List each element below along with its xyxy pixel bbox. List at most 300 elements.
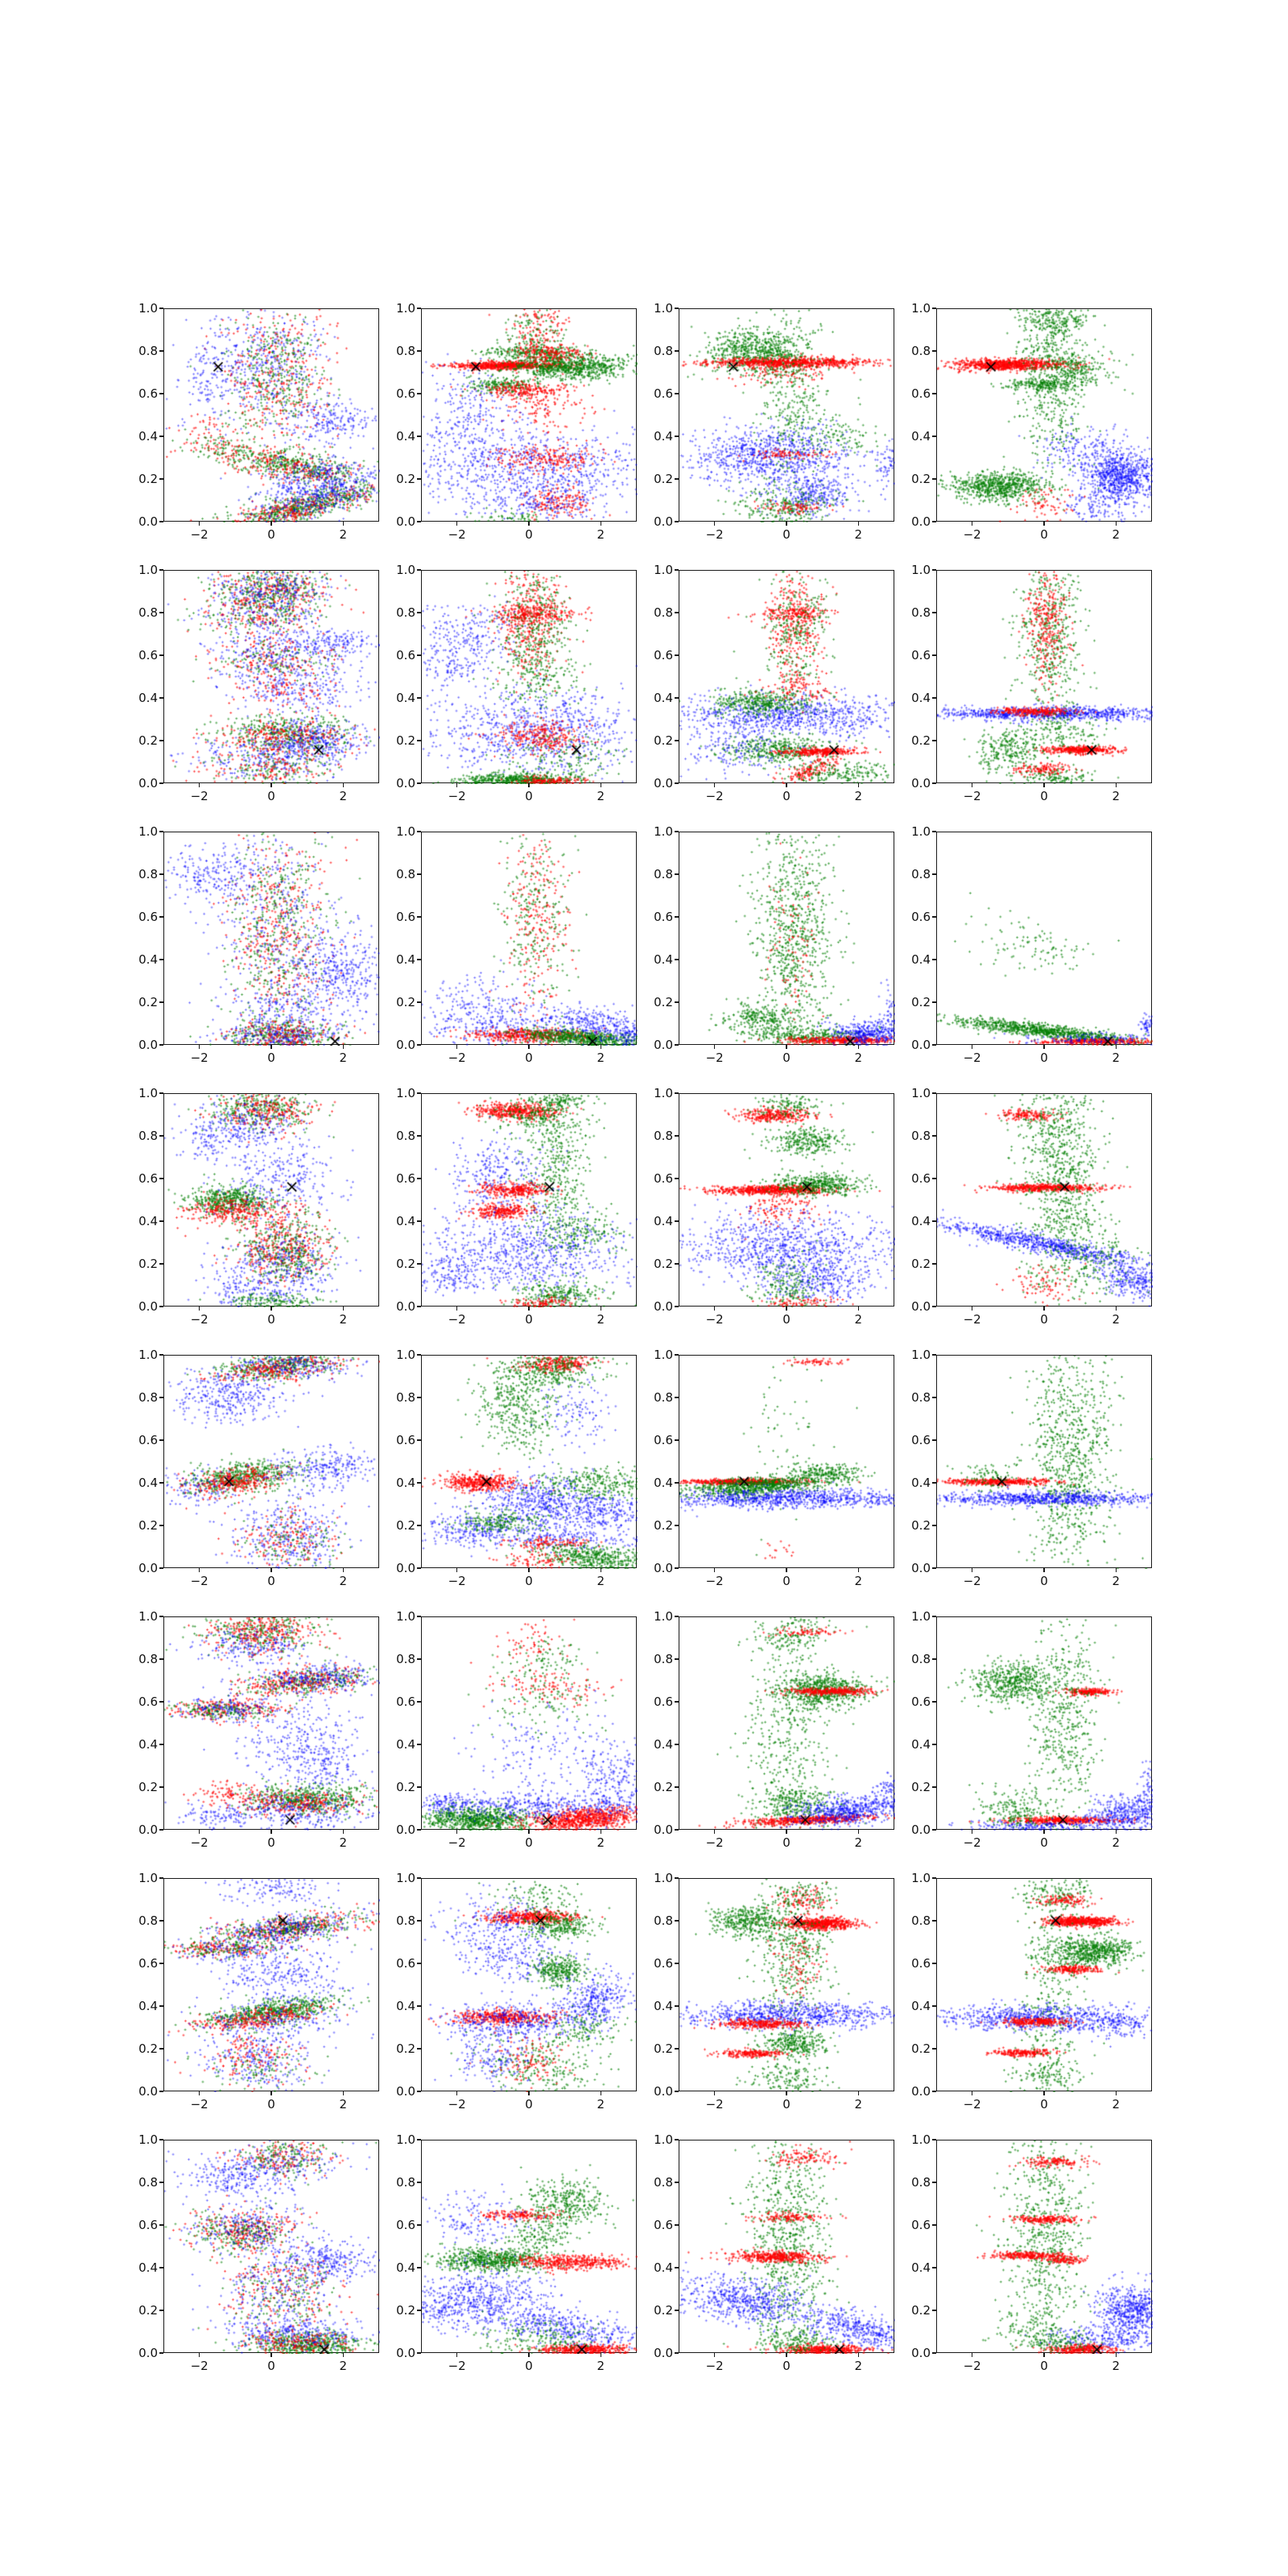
y-tick-label: 0.6	[138, 1170, 158, 1186]
x-tick-label: 0	[1040, 527, 1048, 542]
subplot-r4c2	[396, 1085, 637, 1327]
x-tick-mark	[270, 2091, 272, 2095]
x-tick-mark	[1116, 1830, 1117, 1834]
axes-frame	[163, 832, 379, 1045]
scatter-canvas	[937, 571, 1153, 784]
axes-frame	[421, 832, 637, 1045]
y-tick-mark	[159, 436, 163, 437]
y-tick-label: 0.8	[138, 1913, 158, 1928]
x-tick-mark	[1043, 1830, 1045, 1834]
x-tick-mark	[972, 1307, 973, 1311]
y-tick-label: 0.2	[396, 1779, 415, 1794]
y-tick-mark	[159, 1135, 163, 1137]
y-tick-label: 0.8	[138, 1128, 158, 1143]
y-tick-label: 0.4	[138, 1736, 158, 1752]
x-tick-label: −2	[705, 789, 724, 803]
y-tick-mark	[675, 1135, 679, 1137]
y-tick-label: 0.4	[138, 1998, 158, 2013]
y-tick-label: 0.8	[138, 1651, 158, 1666]
y-tick-mark	[159, 1701, 163, 1703]
y-tick-label: 1.0	[654, 1608, 673, 1624]
subplot-r1c4	[911, 300, 1152, 542]
y-tick-mark	[675, 1178, 679, 1179]
subplot-r5c1	[138, 1347, 379, 1588]
y-tick-mark	[932, 2091, 936, 2092]
x-tick-label: 2	[854, 1312, 863, 1327]
x-tick-label: −2	[705, 2359, 724, 2373]
y-tick-label: 0.2	[911, 1256, 931, 1271]
y-tick-mark	[417, 697, 421, 699]
x-tick-mark	[270, 1307, 272, 1311]
x-tick-mark	[456, 1307, 458, 1311]
x-tick-label: 2	[339, 789, 348, 803]
y-tick-label: 0.0	[396, 775, 415, 791]
x-tick-label: 2	[597, 789, 605, 803]
y-tick-mark	[932, 697, 936, 699]
x-tick-mark	[786, 1045, 787, 1049]
y-tick-mark	[159, 1482, 163, 1484]
subplot-r2c1	[138, 562, 379, 803]
y-tick-label: 1.0	[396, 300, 415, 316]
y-tick-mark	[932, 1044, 936, 1046]
y-tick-mark	[159, 1397, 163, 1398]
y-tick-label: 0.4	[396, 1213, 415, 1228]
y-tick-mark	[675, 1525, 679, 1526]
x-tick-mark	[528, 1830, 530, 1834]
subplot-r8c1	[138, 2132, 379, 2373]
scatter-canvas	[164, 2140, 380, 2354]
y-tick-mark	[417, 1001, 421, 1003]
x-tick-label: −2	[448, 1312, 466, 1327]
scatter-canvas	[679, 1094, 895, 1307]
y-tick-mark	[159, 2091, 163, 2092]
y-tick-label: 0.8	[396, 1651, 415, 1666]
y-tick-mark	[675, 612, 679, 613]
y-tick-mark	[417, 308, 421, 309]
y-tick-label: 0.2	[138, 994, 158, 1009]
y-tick-label: 1.0	[654, 1085, 673, 1100]
y-tick-mark	[417, 1616, 421, 1617]
x-tick-label: −2	[190, 789, 208, 803]
y-tick-label: 0.8	[396, 1128, 415, 1143]
y-tick-label: 0.0	[911, 1037, 931, 1052]
x-tick-label: −2	[190, 1835, 208, 1850]
y-tick-label: 0.4	[138, 1213, 158, 1228]
x-tick-mark	[714, 2353, 716, 2357]
x-tick-label: 2	[339, 2359, 348, 2373]
axes-frame	[936, 1616, 1152, 1830]
x-tick-label: −2	[963, 789, 981, 803]
x-tick-mark	[199, 1045, 200, 1049]
scatter-canvas	[164, 1094, 380, 1307]
y-tick-label: 1.0	[654, 1870, 673, 1885]
x-tick-label: 0	[1040, 2359, 1048, 2373]
scatter-canvas	[164, 1356, 380, 1569]
y-tick-mark	[675, 1658, 679, 1660]
y-tick-mark	[932, 1963, 936, 1964]
y-tick-mark	[159, 959, 163, 960]
y-tick-mark	[932, 1178, 936, 1179]
y-tick-mark	[932, 916, 936, 918]
y-tick-label: 0.6	[138, 647, 158, 663]
scatter-canvas	[422, 1094, 638, 1307]
y-tick-mark	[932, 2048, 936, 2050]
x-tick-mark	[972, 1045, 973, 1049]
scatter-canvas	[164, 1617, 380, 1831]
y-tick-mark	[675, 2224, 679, 2226]
y-tick-label: 0.6	[654, 1955, 673, 1971]
x-tick-label: −2	[963, 527, 981, 542]
axes-frame	[679, 308, 894, 522]
subplot-r1c1	[138, 300, 379, 542]
x-tick-label: 0	[782, 527, 791, 542]
y-tick-mark	[159, 350, 163, 352]
y-tick-label: 0.0	[911, 2345, 931, 2360]
y-tick-label: 0.2	[138, 1779, 158, 1794]
x-tick-mark	[972, 522, 973, 526]
y-tick-mark	[675, 1354, 679, 1356]
subplot-r1c3	[654, 300, 894, 542]
y-tick-mark	[675, 873, 679, 875]
y-tick-mark	[159, 1963, 163, 1964]
y-tick-label: 0.2	[396, 1517, 415, 1533]
y-tick-label: 0.2	[911, 471, 931, 486]
y-tick-label: 0.6	[396, 647, 415, 663]
x-tick-mark	[786, 783, 787, 787]
subplot-r3c2	[396, 824, 637, 1065]
y-tick-label: 0.4	[396, 1736, 415, 1752]
y-tick-mark	[417, 1092, 421, 1094]
y-tick-label: 0.4	[654, 1736, 673, 1752]
y-tick-mark	[675, 782, 679, 784]
y-tick-mark	[417, 569, 421, 571]
y-tick-label: 1.0	[911, 824, 931, 839]
y-tick-mark	[932, 2139, 936, 2140]
scatter-canvas	[422, 309, 638, 522]
y-tick-mark	[417, 831, 421, 832]
y-tick-mark	[675, 2310, 679, 2311]
y-tick-mark	[932, 1439, 936, 1441]
y-tick-mark	[675, 654, 679, 656]
scatter-canvas	[422, 1617, 638, 1831]
y-tick-label: 0.6	[138, 1432, 158, 1447]
y-tick-label: 0.6	[396, 1170, 415, 1186]
x-tick-mark	[456, 1830, 458, 1834]
y-tick-mark	[159, 1178, 163, 1179]
y-tick-label: 0.2	[138, 733, 158, 748]
y-tick-mark	[417, 873, 421, 875]
x-tick-mark	[1043, 1045, 1045, 1049]
y-tick-mark	[932, 1092, 936, 1094]
y-tick-mark	[675, 740, 679, 741]
y-tick-label: 1.0	[138, 1608, 158, 1624]
y-tick-label: 0.8	[911, 605, 931, 620]
axes-frame	[679, 832, 894, 1045]
y-tick-label: 0.2	[396, 2041, 415, 2056]
y-tick-mark	[159, 873, 163, 875]
x-tick-label: −2	[963, 1312, 981, 1327]
subplot-r6c4	[911, 1608, 1152, 1850]
axes-frame	[163, 570, 379, 783]
y-tick-mark	[417, 1786, 421, 1788]
x-tick-mark	[714, 783, 716, 787]
y-tick-label: 1.0	[654, 1347, 673, 1362]
y-tick-mark	[675, 1786, 679, 1788]
y-tick-label: 0.8	[911, 1389, 931, 1405]
y-tick-label: 0.4	[396, 2260, 415, 2275]
y-tick-mark	[932, 1920, 936, 1922]
y-tick-label: 0.4	[654, 2260, 673, 2275]
y-tick-mark	[675, 1263, 679, 1265]
x-tick-label: 2	[339, 1574, 348, 1588]
y-tick-mark	[675, 2182, 679, 2183]
y-tick-label: 0.0	[911, 2083, 931, 2099]
y-tick-label: 0.6	[911, 1694, 931, 1709]
x-tick-label: −2	[190, 527, 208, 542]
y-tick-label: 0.6	[396, 1955, 415, 1971]
y-tick-mark	[675, 1920, 679, 1922]
x-tick-mark	[858, 2091, 860, 2095]
x-tick-label: −2	[705, 1051, 724, 1065]
y-tick-label: 0.8	[138, 1389, 158, 1405]
y-tick-mark	[675, 1744, 679, 1745]
x-tick-label: −2	[190, 1312, 208, 1327]
x-tick-mark	[343, 1045, 345, 1049]
x-tick-label: 2	[597, 1312, 605, 1327]
y-tick-label: 0.6	[911, 1432, 931, 1447]
x-tick-label: −2	[963, 2097, 981, 2112]
x-tick-label: −2	[448, 1835, 466, 1850]
y-tick-mark	[417, 1920, 421, 1922]
x-tick-mark	[270, 1568, 272, 1572]
y-tick-label: 0.8	[138, 2174, 158, 2190]
y-tick-label: 0.0	[654, 1037, 673, 1052]
axes-frame	[421, 1355, 637, 1568]
x-tick-label: 0	[525, 2097, 533, 2112]
y-tick-label: 0.6	[396, 909, 415, 924]
subplot-r8c3	[654, 2132, 894, 2373]
axes-frame	[163, 308, 379, 522]
y-tick-label: 0.4	[911, 952, 931, 967]
x-tick-mark	[1043, 783, 1045, 787]
x-tick-mark	[601, 1045, 602, 1049]
x-tick-mark	[528, 1568, 530, 1572]
x-tick-mark	[199, 1307, 200, 1311]
y-tick-label: 0.8	[396, 866, 415, 881]
x-tick-mark	[343, 1307, 345, 1311]
x-tick-label: 2	[339, 1835, 348, 1850]
y-tick-label: 0.6	[911, 909, 931, 924]
y-tick-label: 0.4	[138, 690, 158, 705]
y-tick-label: 0.2	[138, 1256, 158, 1271]
y-tick-mark	[417, 436, 421, 437]
y-tick-mark	[159, 1220, 163, 1222]
y-tick-mark	[675, 1829, 679, 1831]
y-tick-mark	[932, 1877, 936, 1879]
y-tick-label: 0.0	[396, 1037, 415, 1052]
scatter-canvas	[937, 1879, 1153, 2092]
scatter-canvas	[679, 571, 895, 784]
y-tick-mark	[159, 2182, 163, 2183]
x-tick-label: 2	[339, 527, 348, 542]
x-tick-label: 0	[782, 2097, 791, 2112]
y-tick-label: 0.0	[396, 514, 415, 529]
scatter-canvas	[679, 1617, 895, 1831]
y-tick-label: 0.0	[654, 1822, 673, 1837]
y-tick-mark	[675, 831, 679, 832]
x-tick-mark	[786, 1568, 787, 1572]
subplot-r7c1	[138, 1870, 379, 2112]
y-tick-label: 0.4	[396, 428, 415, 444]
y-tick-label: 0.6	[911, 1170, 931, 1186]
x-tick-label: 0	[782, 1574, 791, 1588]
x-tick-label: 0	[1040, 1574, 1048, 1588]
y-tick-label: 0.4	[911, 2260, 931, 2275]
subplot-r4c1	[138, 1085, 379, 1327]
y-tick-mark	[159, 1744, 163, 1745]
y-tick-label: 0.2	[654, 733, 673, 748]
y-tick-mark	[675, 2091, 679, 2092]
x-tick-mark	[343, 2091, 345, 2095]
y-tick-label: 0.8	[654, 1913, 673, 1928]
y-tick-mark	[675, 1482, 679, 1484]
x-tick-mark	[528, 2353, 530, 2357]
y-tick-mark	[159, 569, 163, 571]
axes-frame	[163, 2140, 379, 2353]
y-tick-mark	[932, 1829, 936, 1831]
x-tick-label: −2	[705, 2097, 724, 2112]
y-tick-label: 0.0	[138, 1560, 158, 1575]
y-tick-label: 0.8	[138, 866, 158, 881]
x-tick-label: −2	[190, 2097, 208, 2112]
y-tick-label: 0.0	[138, 2345, 158, 2360]
subplot-r3c4	[911, 824, 1152, 1065]
y-tick-mark	[159, 1567, 163, 1569]
y-tick-mark	[159, 831, 163, 832]
x-tick-label: 2	[339, 1051, 348, 1065]
x-tick-mark	[1116, 783, 1117, 787]
y-tick-mark	[159, 1877, 163, 1879]
scatter-canvas	[164, 832, 380, 1046]
axes-frame	[679, 1355, 894, 1568]
y-tick-mark	[675, 1092, 679, 1094]
y-tick-mark	[675, 916, 679, 918]
x-tick-label: 0	[1040, 1835, 1048, 1850]
x-tick-label: −2	[963, 2359, 981, 2373]
y-tick-label: 0.0	[138, 775, 158, 791]
y-tick-mark	[159, 2224, 163, 2226]
x-tick-mark	[528, 2091, 530, 2095]
y-tick-mark	[159, 2352, 163, 2354]
y-tick-mark	[417, 1482, 421, 1484]
y-tick-label: 0.0	[654, 775, 673, 791]
x-tick-mark	[601, 1307, 602, 1311]
x-tick-label: 2	[854, 1835, 863, 1850]
y-tick-mark	[159, 916, 163, 918]
y-tick-mark	[932, 1567, 936, 1569]
y-tick-label: 0.8	[911, 1913, 931, 1928]
x-tick-mark	[343, 1568, 345, 1572]
subplot-r5c4	[911, 1347, 1152, 1588]
x-tick-mark	[1116, 1568, 1117, 1572]
y-tick-label: 0.4	[911, 1998, 931, 2013]
y-tick-label: 0.4	[138, 1475, 158, 1490]
x-tick-mark	[270, 522, 272, 526]
x-tick-label: 0	[267, 1312, 275, 1327]
x-tick-mark	[456, 783, 458, 787]
x-tick-label: 2	[854, 527, 863, 542]
subplot-r8c4	[911, 2132, 1152, 2373]
y-tick-label: 0.6	[396, 1432, 415, 1447]
y-tick-mark	[932, 1525, 936, 1526]
x-tick-mark	[199, 1568, 200, 1572]
scatter-canvas	[164, 1879, 380, 2092]
x-tick-label: 2	[1112, 1051, 1121, 1065]
y-tick-label: 0.6	[396, 386, 415, 401]
y-tick-mark	[417, 1397, 421, 1398]
y-tick-label: 0.6	[654, 386, 673, 401]
x-tick-label: 0	[525, 2359, 533, 2373]
y-tick-mark	[417, 2139, 421, 2140]
y-tick-label: 0.0	[396, 1560, 415, 1575]
y-tick-label: 0.2	[396, 994, 415, 1009]
y-tick-mark	[932, 521, 936, 522]
y-tick-label: 0.0	[138, 514, 158, 529]
y-tick-mark	[159, 1525, 163, 1526]
x-tick-mark	[601, 2091, 602, 2095]
y-tick-mark	[159, 1263, 163, 1265]
x-tick-label: −2	[448, 527, 466, 542]
y-tick-label: 1.0	[396, 562, 415, 577]
y-tick-mark	[932, 1397, 936, 1398]
subplot-r7c3	[654, 1870, 894, 2112]
y-tick-mark	[675, 1701, 679, 1703]
x-tick-mark	[714, 2091, 716, 2095]
y-tick-label: 0.2	[654, 1779, 673, 1794]
x-tick-mark	[858, 2353, 860, 2357]
y-tick-label: 1.0	[654, 824, 673, 839]
x-tick-mark	[270, 783, 272, 787]
scatter-canvas	[937, 832, 1153, 1046]
x-tick-label: 2	[1112, 1574, 1121, 1588]
y-tick-label: 0.8	[911, 2174, 931, 2190]
y-tick-label: 0.6	[654, 1432, 673, 1447]
y-tick-label: 0.8	[911, 1651, 931, 1666]
y-tick-mark	[417, 521, 421, 522]
y-tick-label: 0.0	[911, 775, 931, 791]
x-tick-mark	[858, 1568, 860, 1572]
y-tick-mark	[159, 1920, 163, 1922]
scatter-canvas	[422, 2140, 638, 2354]
y-tick-mark	[932, 2182, 936, 2183]
x-tick-label: 0	[782, 1835, 791, 1850]
x-tick-mark	[456, 2353, 458, 2357]
y-tick-mark	[417, 2182, 421, 2183]
x-tick-mark	[786, 2353, 787, 2357]
y-tick-mark	[417, 393, 421, 394]
y-tick-label: 0.8	[654, 1389, 673, 1405]
axes-frame	[421, 2140, 637, 2353]
y-tick-mark	[159, 1786, 163, 1788]
x-tick-label: −2	[963, 1051, 981, 1065]
y-tick-mark	[675, 436, 679, 437]
x-tick-mark	[456, 522, 458, 526]
x-tick-label: 2	[854, 1051, 863, 1065]
y-tick-label: 1.0	[396, 824, 415, 839]
y-tick-mark	[675, 1306, 679, 1307]
y-tick-label: 0.2	[654, 994, 673, 1009]
y-tick-mark	[417, 740, 421, 741]
